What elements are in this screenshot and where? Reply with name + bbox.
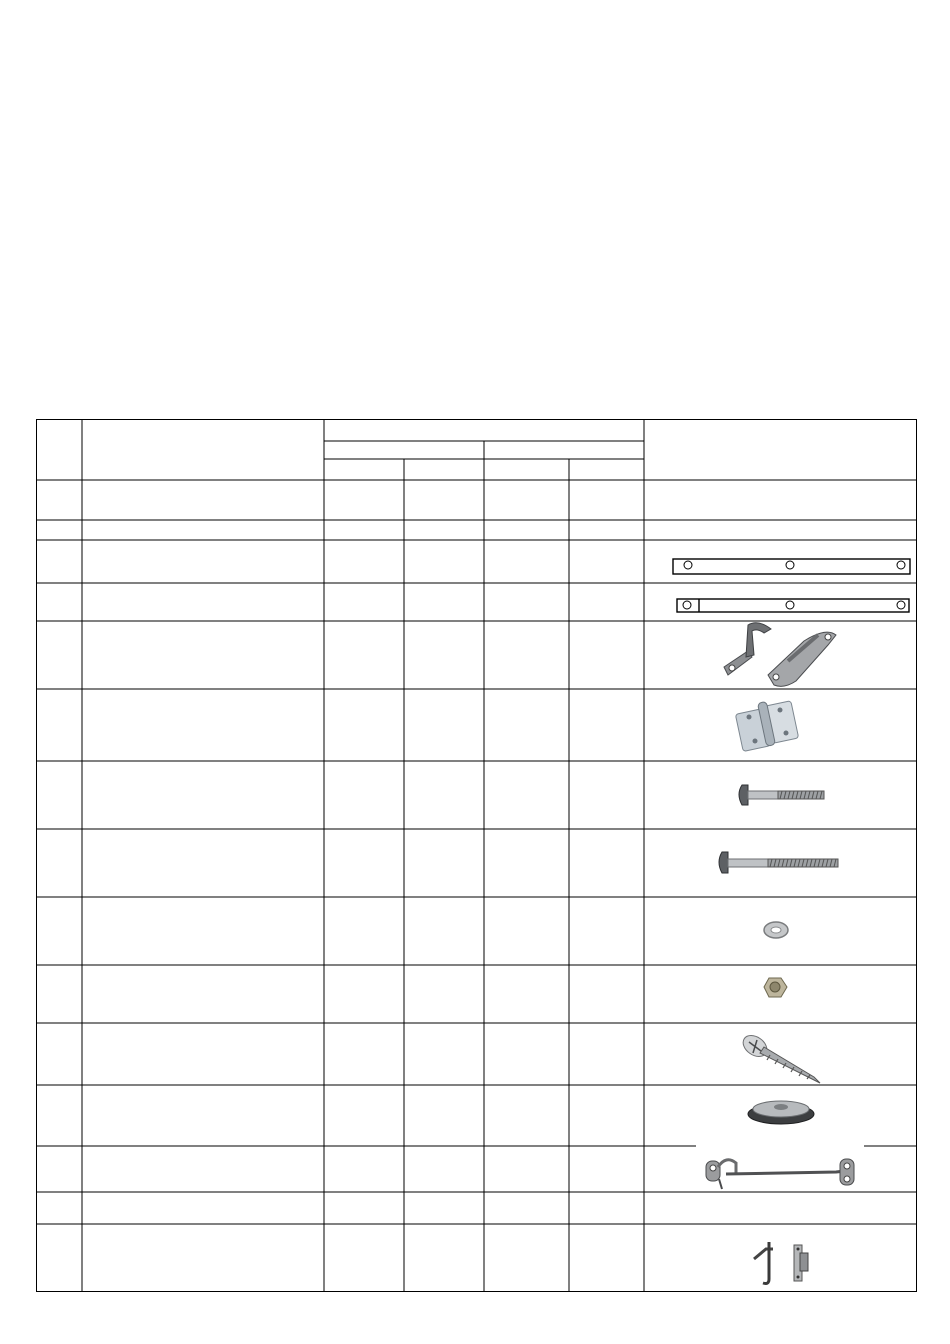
window-latch-icon bbox=[724, 623, 836, 687]
hook-and-eye-icon bbox=[696, 1141, 864, 1191]
parts-table bbox=[36, 419, 917, 1292]
wood-screw-icon bbox=[739, 1031, 820, 1083]
carriage-bolt-long-icon bbox=[719, 852, 838, 873]
strip-end-tab-icon bbox=[677, 599, 909, 612]
carriage-bolt-short-icon bbox=[739, 785, 824, 805]
bolt-thread bbox=[778, 791, 824, 799]
hex-nut-icon bbox=[764, 978, 787, 997]
strip-three-holes-icon bbox=[673, 559, 910, 574]
roofing-washer-icon bbox=[748, 1101, 814, 1124]
washer-icon bbox=[764, 922, 788, 938]
hinge-icon bbox=[735, 701, 798, 752]
door-latch-hook-icon bbox=[748, 1227, 816, 1289]
